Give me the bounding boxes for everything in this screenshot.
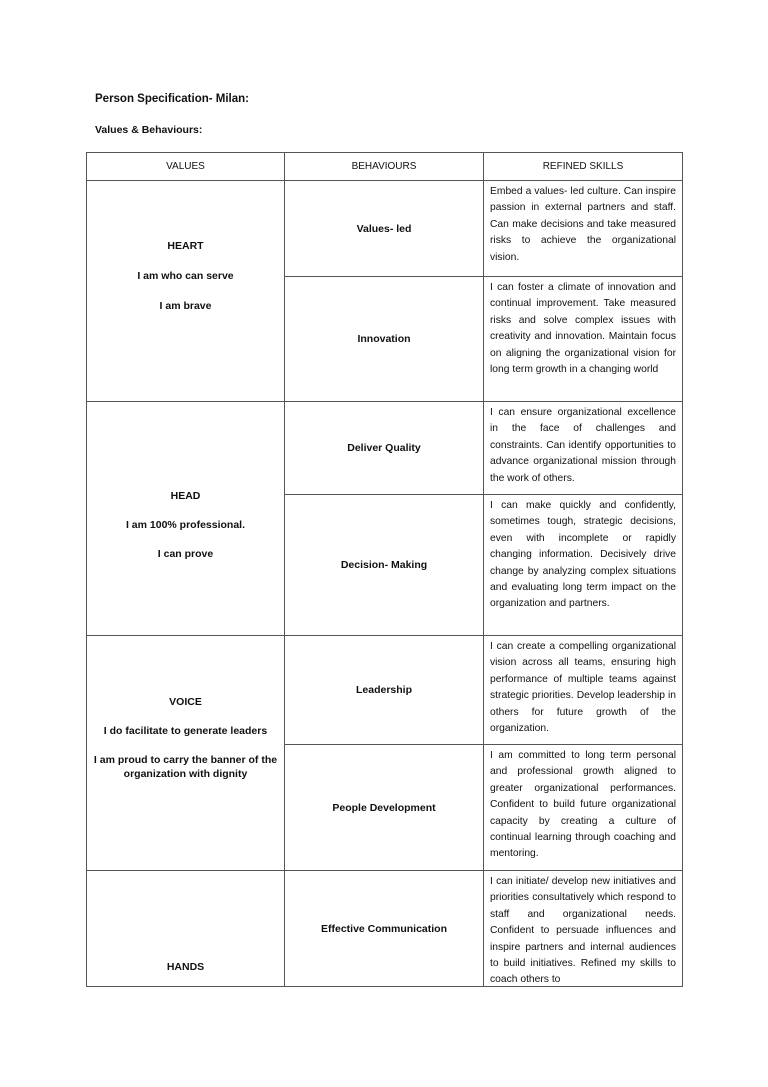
header-behaviours: BEHAVIOURS — [285, 153, 484, 181]
behaviour-cell: Effective Communication — [285, 871, 484, 987]
value-statement: I can prove — [157, 548, 214, 560]
value-title: VOICE — [169, 696, 202, 708]
value-cell-head — [87, 402, 285, 636]
behaviour-cell: Decision- Making — [285, 495, 484, 636]
behaviour-cell: People Development — [285, 745, 484, 871]
table-header-row — [87, 153, 683, 181]
skill-cell: I can make quickly and confidently, sometimes tough, strategic decisions, even with incomplete or rapidly changing information. Decisively drive change by analyzing complex situations and evaluating long term impact on the organization and partners. — [484, 495, 683, 636]
behaviour-cell: Leadership — [285, 636, 484, 745]
table-row — [87, 181, 683, 277]
value-statement: I am brave — [159, 300, 212, 312]
value-statement: I do facilitate to generate leaders — [103, 725, 268, 737]
behaviour-cell: Deliver Quality — [285, 402, 484, 495]
behaviour-cell: Innovation — [285, 277, 484, 402]
header-refined-skills: REFINED SKILLS — [484, 153, 683, 181]
section-subtitle: Values & Behaviours: — [95, 124, 203, 136]
header-values: VALUES — [87, 153, 285, 181]
table-row — [87, 636, 683, 745]
value-statement: I am 100% professional. — [125, 519, 246, 531]
skill-text-clipped: I can initiate/ develop new initiatives and priorities consultatively which respond to staff and organizational needs. Confident to persuade influences and inspire partners and internal audiences to build initiatives. Refined my skills to coach others to — [490, 876, 676, 986]
value-cell-heart — [87, 181, 285, 402]
behaviour-cell: Values- led — [285, 181, 484, 277]
value-title: HEAD — [170, 490, 201, 502]
skill-cell: I am committed to long term personal and professional growth aligned to greater organizational performances. Confident to build future organizational capacity by creating a culture of continual learning through coaching and mentoring. — [484, 745, 683, 871]
skill-cell: I can create a compelling organizational vision across all teams, ensuring high performance of multiple teams against strategic priorities. Develop leadership in others for future growth of the organization. — [484, 636, 683, 745]
value-cell-hands — [87, 871, 285, 987]
value-cell-voice — [87, 636, 285, 871]
value-statement: I am who can serve — [137, 270, 234, 282]
skill-cell: Embed a values- led culture. Can inspire passion in external partners and staff. Can make decisions and take measured risks to achieve the organizational vision. — [484, 181, 683, 277]
value-title: HANDS — [166, 961, 205, 973]
skill-cell — [484, 871, 683, 987]
table-row — [87, 402, 683, 495]
values-behaviours-table — [86, 152, 683, 987]
skill-cell: I can ensure organizational excellence in the face of challenges and constraints. Can identify opportunities to advance organizational mission through the work of others. — [484, 402, 683, 495]
page-title: Person Specification- Milan: — [95, 93, 249, 105]
skill-cell: I can foster a climate of innovation and continual improvement. Take measured risks and solve complex issues with creativity and innovation. Maintain focus on aligning the organizational vision for long term growth in a changing world — [484, 277, 683, 402]
table-row — [87, 871, 683, 987]
value-statement: I am proud to carry the banner of the organization with dignity — [93, 754, 278, 780]
value-title: HEART — [167, 240, 204, 252]
